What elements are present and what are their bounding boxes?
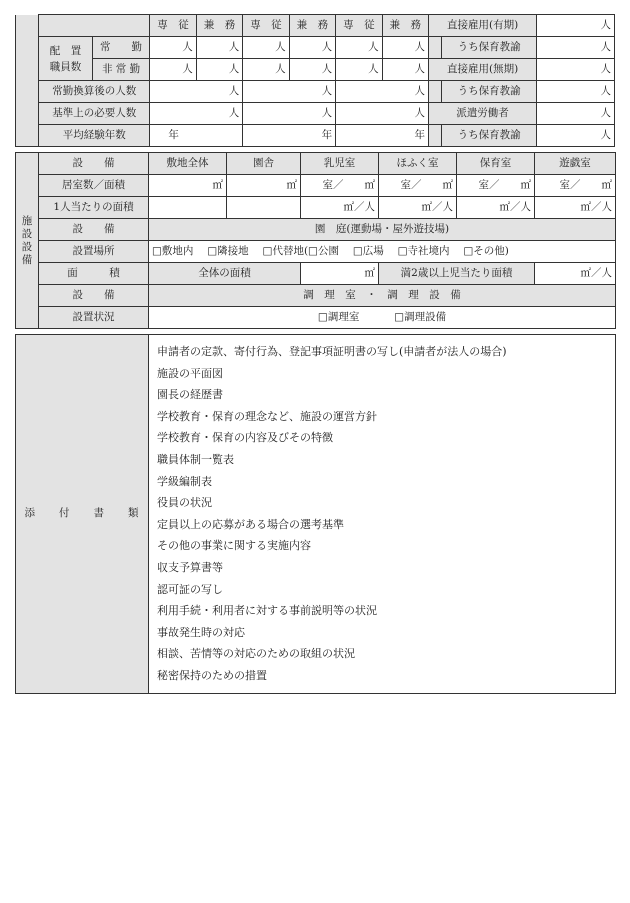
facilities-side-label: 施設設備 [16, 153, 39, 329]
jokin-kansan-label: 常勤換算後の人数 [39, 81, 150, 103]
room-nursery: 保育室 [457, 153, 535, 175]
attachment-item: その他の事業に関する実施内容 [157, 539, 311, 553]
unit-cell: 人 [336, 59, 382, 81]
attachment-item: 認可証の写し [157, 582, 223, 596]
unit-cell: 人 [150, 103, 243, 125]
room-area-cell: 室／ ㎡ [535, 175, 616, 197]
right-unit-0: 人 [537, 15, 615, 37]
unit-cell: 人 [289, 59, 335, 81]
attachments-label: 添 付 書 類 [16, 335, 149, 694]
room-play: 遊戯室 [535, 153, 616, 175]
attachment-item: 役員の状況 [157, 496, 212, 510]
room-area-cell: 室／ ㎡ [457, 175, 535, 197]
total-area-label: 全体の面積 [149, 263, 301, 285]
right-unit-2: 人 [537, 59, 615, 81]
attachment-item: 職員体制一覧表 [157, 452, 234, 466]
hijokin-label: 非 常 勤 [92, 59, 150, 81]
haichi-label: 配 置 職員数 [39, 37, 93, 81]
attachments-table [15, 334, 616, 694]
kyoshitsu-label: 居室数／面積 [39, 175, 149, 197]
loc-opt-other[interactable]: □その他) [463, 245, 509, 257]
right-label-1: うち保育教諭 [442, 37, 537, 59]
location-label: 設置場所 [39, 241, 149, 263]
per-person-cell: ㎡／人 [379, 197, 457, 219]
unit-cell: 人 [150, 59, 196, 81]
unit-cell: 人 [336, 37, 382, 59]
per-person-cell: ㎡／人 [535, 197, 616, 219]
right-unit-5: 人 [537, 125, 615, 147]
year-cell: 年 [243, 125, 336, 147]
unit-cell: 人 [382, 37, 428, 59]
chori-title: 調 理 室 ・ 調 理 設 備 [149, 285, 616, 307]
area-cell: ㎡ [149, 175, 227, 197]
header-kenmu-2: 兼 務 [289, 15, 335, 37]
loc-opt-adjacent[interactable]: □隣接地 [207, 245, 249, 257]
kijun-label: 基準上の必要人数 [39, 103, 150, 125]
attachment-item: 施設の平面図 [157, 366, 223, 380]
unit-cell: 人 [243, 37, 289, 59]
room-crawling: ほふく室 [379, 153, 457, 175]
attachment-item: 事故発生時の対応 [157, 625, 245, 639]
over2-label: 満2歳以上児当たり面積 [379, 263, 535, 285]
room-site: 敷地全体 [149, 153, 227, 175]
unit-cell: 人 [382, 59, 428, 81]
attachment-item: 定員以上の応募がある場合の選考基準 [157, 517, 344, 531]
unit-cell: 人 [336, 81, 429, 103]
right-label-2: 直接雇用(無期) [429, 59, 537, 81]
room-area-cell: 室／ ㎡ [379, 175, 457, 197]
loc-opt-onsite[interactable]: □敷地内 [152, 245, 194, 257]
entei-title: 園 庭(運動場・屋外遊技場) [149, 219, 616, 241]
per-person-cell: ㎡／人 [457, 197, 535, 219]
setsubi-label-3: 設 備 [39, 285, 149, 307]
right-unit-4: 人 [537, 103, 615, 125]
attachment-item: 相談、苦情等の対応のための取組の状況 [157, 647, 355, 661]
attachment-item: 園長の経歴書 [157, 388, 223, 402]
status-options [149, 307, 616, 329]
unit-cell: 人 [150, 37, 196, 59]
header-senju-2: 専 従 [243, 15, 289, 37]
unit-cell: 人 [150, 81, 243, 103]
unit-cell: 人 [243, 81, 336, 103]
heikin-label: 平均経験年数 [39, 125, 150, 147]
unit-cell: 人 [196, 59, 242, 81]
area-cell: ㎡ [227, 175, 301, 197]
attachments-list [149, 335, 616, 694]
status-label: 設置状況 [39, 307, 149, 329]
right-label-0: 直接雇用(有期) [429, 15, 537, 37]
unit-cell: 人 [243, 103, 336, 125]
unit-cell: 人 [336, 103, 429, 125]
header-senju-1: 専 従 [150, 15, 196, 37]
attachment-item: 学校教育・保育の理念など、施設の運営方針 [157, 409, 377, 423]
unit-cell: 人 [289, 37, 335, 59]
staff-table [15, 14, 615, 147]
heikin-year-1: 年 [150, 125, 243, 147]
status-opt-room[interactable]: □調理室 [317, 311, 360, 323]
header-kenmu-3: 兼 務 [382, 15, 428, 37]
right-unit-1: 人 [537, 37, 615, 59]
year-cell: 年 [336, 125, 429, 147]
right-label-5: うち保育教諭 [442, 125, 537, 147]
right-label-4: 派遣労働者 [429, 103, 537, 125]
room-building: 園舎 [227, 153, 301, 175]
location-options [149, 241, 616, 263]
attachment-item: 利用手続・利用者に対する事前説明等の状況 [157, 604, 377, 618]
facilities-table [15, 152, 616, 329]
unit-cell: 人 [196, 37, 242, 59]
loc-opt-shrine[interactable]: □寺社境内 [397, 245, 450, 257]
setsubi-label: 設 備 [39, 153, 149, 175]
unit-cell: 人 [243, 59, 289, 81]
room-area-cell: 室／ ㎡ [301, 175, 379, 197]
attachment-item: 学級編制表 [157, 474, 212, 488]
header-kenmu-1: 兼 務 [196, 15, 242, 37]
header-senju-3: 専 従 [336, 15, 382, 37]
setsubi-label-2: 設 備 [39, 219, 149, 241]
attachment-item: 収支予算書等 [157, 560, 223, 574]
right-unit-3: 人 [537, 81, 615, 103]
over2-value: ㎡／人 [535, 263, 616, 285]
loc-opt-square[interactable]: □広場 [352, 245, 384, 257]
jokin-label: 常 勤 [92, 37, 150, 59]
attachment-item: 申請者の定款、寄付行為、登記事項証明書の写し(申請者が法人の場合) [157, 345, 507, 358]
per-person-cell: ㎡／人 [301, 197, 379, 219]
status-opt-equipment[interactable]: □調理設備 [394, 311, 447, 323]
loc-opt-alternative[interactable]: □代替地(□公園 [262, 245, 339, 257]
room-infant: 乳児室 [301, 153, 379, 175]
per-person-label: 1人当たりの面積 [39, 197, 149, 219]
attachment-item: 学校教育・保育の内容及びその特徴 [157, 431, 333, 445]
menseki-label: 面 積 [39, 263, 149, 285]
total-area-value: ㎡ [301, 263, 379, 285]
attachment-item: 秘密保持のための措置 [157, 668, 267, 682]
right-label-3: うち保育教諭 [442, 81, 537, 103]
